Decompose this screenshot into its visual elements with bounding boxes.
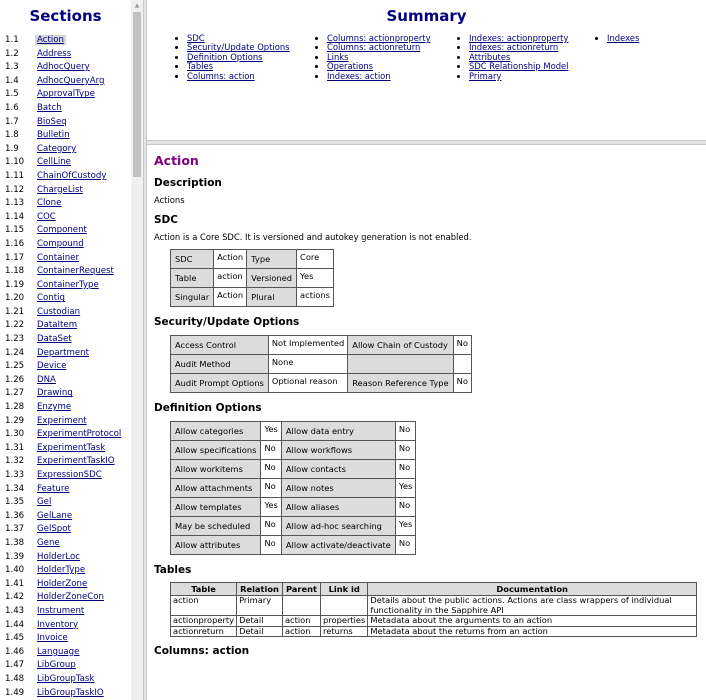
sidebar-item-number: 1.11 (5, 170, 25, 181)
table-row (171, 517, 416, 536)
table-row (171, 355, 472, 374)
sidebar-item (0, 646, 131, 660)
sidebar-item-link[interactable]: CellLine (37, 157, 71, 168)
option-value: actions (297, 288, 334, 307)
sidebar-item-link[interactable]: ExperimentTaskIO (37, 456, 115, 467)
option-label: Reason Reference Type (348, 374, 453, 393)
sidebar-item (0, 170, 131, 184)
option-label: Allow categories (171, 422, 261, 441)
sidebar-item (0, 143, 131, 157)
summary-link[interactable]: Links (327, 51, 349, 62)
option-label: Allow data entry (281, 422, 395, 441)
summary-frame (147, 0, 706, 140)
sidebar-item (0, 455, 131, 469)
option-value: No (453, 374, 471, 393)
option-label: Plural (247, 288, 297, 307)
sidebar-item-link[interactable]: DataItem (37, 320, 78, 331)
sidebar-item-number: 1.47 (5, 660, 25, 671)
sidebar-item-link[interactable]: ExpressionSDC (37, 470, 102, 480)
sidebar-item-number: 1.49 (5, 687, 25, 698)
sidebar-item-link[interactable]: Instrument (37, 605, 85, 616)
table-cell (321, 596, 368, 616)
sidebar-item-link[interactable]: Clone (37, 198, 62, 209)
sidebar-item-link[interactable]: ChainOfCustody (37, 170, 107, 181)
sidebar-item-number: 1.34 (5, 483, 25, 494)
sidebar-item-number: 1.29 (5, 415, 25, 426)
table-row (171, 250, 334, 269)
summary-link[interactable]: Indexes (607, 33, 640, 43)
description-text: Actions (154, 195, 185, 205)
sidebar-item (0, 483, 131, 497)
sidebar-item (0, 442, 131, 456)
option-value: Not Implemented (268, 336, 347, 355)
sidebar-item-link[interactable]: DNA (37, 374, 56, 385)
summary-link[interactable]: Security/Update Options (187, 42, 290, 53)
sidebar-item (0, 34, 131, 48)
definition-heading: Definition Options (154, 402, 262, 414)
sidebar-item (0, 415, 131, 429)
sidebar-item-link[interactable]: Contig (37, 293, 65, 304)
sidebar-item-number: 1.7 (5, 116, 19, 127)
sidebar-item-link[interactable]: BioSeq (37, 116, 67, 127)
option-value: Action (214, 288, 247, 307)
sidebar-item (0, 496, 131, 510)
summary-column (317, 34, 459, 81)
sidebar-item-link[interactable]: LibGroupTask (37, 673, 95, 684)
table-cell: Metadata about the arguments to an action (368, 616, 697, 627)
sidebar-item (0, 523, 131, 537)
option-label: Allow attributes (171, 536, 261, 555)
sidebar-item-link[interactable]: Drawing (37, 388, 73, 399)
option-label (348, 355, 453, 374)
security-heading: Security/Update Options (154, 316, 300, 328)
sidebar-item (0, 102, 131, 116)
sidebar-item-number: 1.20 (5, 293, 25, 304)
sidebar-item-link[interactable]: ChargeList (37, 184, 83, 195)
content-frame (147, 145, 706, 700)
sidebar-item (0, 224, 131, 238)
sections-frame (0, 0, 143, 700)
sidebar-item-number: 1.40 (5, 565, 25, 576)
sidebar-item-link[interactable]: Address (37, 48, 72, 59)
table-cell: returns (321, 626, 368, 637)
option-label: Allow Chain of Custody (348, 336, 453, 355)
option-value: No (261, 441, 281, 460)
option-value: No (261, 536, 281, 555)
sidebar-item-number: 1.10 (5, 157, 25, 168)
sidebar-item-link[interactable]: Department (37, 347, 90, 358)
summary-item (327, 72, 459, 81)
option-label: Table (171, 269, 214, 288)
sidebar-item (0, 211, 131, 225)
table-header-row (171, 583, 697, 596)
option-label: Allow attachments (171, 479, 261, 498)
sidebar-item-link[interactable]: Language (37, 646, 80, 657)
summary-link[interactable]: Definition Options (187, 51, 263, 62)
table-row (171, 460, 416, 479)
sidebar-item-link[interactable]: Bulletin (37, 130, 70, 141)
sidebar-item (0, 319, 131, 333)
column-header: Link id (321, 583, 368, 596)
option-value: Yes (297, 269, 334, 288)
summary-link[interactable]: Columns: actionreturn (327, 42, 421, 53)
tables-table (170, 582, 697, 637)
option-label: Allow workitems (171, 460, 261, 479)
sidebar-item-number: 1.12 (5, 184, 25, 195)
table-cell: action (282, 626, 320, 637)
column-header: Documentation (368, 583, 697, 596)
sidebar-item-number: 1.37 (5, 524, 25, 535)
table-row (171, 441, 416, 460)
sidebar-item-link[interactable]: ContainerType (37, 279, 99, 290)
sidebar-item (0, 591, 131, 605)
option-label: Allow aliases (281, 498, 395, 517)
table-row (171, 479, 416, 498)
table-row (171, 269, 334, 288)
sidebar-item-link[interactable]: Gel (37, 497, 52, 508)
option-value: No (395, 441, 415, 460)
sidebar-item-link[interactable]: Container (37, 252, 79, 263)
option-value: None (268, 355, 347, 374)
option-label: Allow activate/deactivate (281, 536, 395, 555)
sidebar-item (0, 279, 131, 293)
sidebar-item (0, 252, 131, 266)
sidebar-item (0, 48, 131, 62)
sidebar-item-number: 1.17 (5, 252, 25, 263)
summary-link[interactable]: Operations (327, 61, 374, 72)
summary-link[interactable]: Columns: actionproperty (327, 33, 431, 43)
sidebar-item (0, 551, 131, 565)
sdc-heading: SDC (154, 214, 178, 226)
sections-list (0, 34, 131, 700)
sidebar-item (0, 292, 131, 306)
sidebar-item (0, 632, 131, 646)
sidebar-item-link[interactable]: LibGroup (37, 660, 76, 671)
sidebar-item-number: 1.14 (5, 211, 25, 222)
sidebar-item (0, 578, 131, 592)
table-cell: action (171, 596, 237, 616)
option-label: Allow contacts (281, 460, 395, 479)
sidebar-item-number: 1.43 (5, 605, 25, 616)
column-header: Parent (282, 583, 320, 596)
option-value: No (261, 479, 281, 498)
sidebar-item-number: 1.6 (5, 102, 19, 113)
sidebar-item-number: 1.45 (5, 633, 25, 644)
sections-title: Sections (29, 7, 102, 25)
sidebar-item (0, 156, 131, 170)
sidebar-item (0, 265, 131, 279)
table-row (171, 422, 416, 441)
option-label: May be scheduled (171, 517, 261, 536)
sidebar-item-link[interactable]: COC (37, 211, 56, 222)
sidebar-item (0, 564, 131, 578)
sidebar-item-link[interactable]: HolderZone (37, 578, 88, 589)
option-value: Yes (261, 422, 281, 441)
sidebar-item-link[interactable]: Invoice (37, 633, 68, 644)
summary-link[interactable]: Indexes: actionproperty (469, 33, 569, 43)
table-cell: action (282, 616, 320, 627)
table-row (171, 288, 334, 307)
table-cell: properties (321, 616, 368, 627)
sidebar-item-number: 1.15 (5, 225, 25, 236)
summary-title: Summary (386, 7, 467, 25)
sidebar-item (0, 401, 131, 415)
sidebar-item-number: 1.33 (5, 470, 25, 480)
sidebar-item-link[interactable]: GelLane (37, 510, 73, 521)
option-value: Action (214, 250, 247, 269)
column-header: Relation (237, 583, 283, 596)
sidebar-item (0, 659, 131, 673)
sidebar-item (0, 75, 131, 89)
sidebar-item-number: 1.35 (5, 497, 25, 508)
sidebar-item-link[interactable]: AdhocQuery (37, 62, 90, 73)
sidebar-item (0, 619, 131, 633)
sidebar-item (0, 510, 131, 524)
option-label: SDC (171, 250, 214, 269)
option-label: Audit Method (171, 355, 269, 374)
sidebar-item-link[interactable]: ExperimentTask (37, 442, 106, 453)
sidebar-item-number: 1.21 (5, 306, 25, 317)
summary-link[interactable]: Primary (469, 70, 502, 81)
summary-link[interactable]: SDC Relationship Model (469, 61, 569, 72)
description-heading: Description (154, 177, 222, 189)
option-value: Yes (395, 517, 415, 536)
option-label: Allow notes (281, 479, 395, 498)
sidebar-item (0, 537, 131, 551)
sidebar-item-link[interactable]: HolderType (37, 565, 86, 576)
summary-link[interactable]: Attributes (469, 51, 511, 62)
sidebar-item-number: 1.9 (5, 143, 19, 154)
option-value: Optional reason (268, 374, 347, 393)
sidebar-item-number: 1.32 (5, 456, 25, 467)
summary-link[interactable]: Indexes: action (327, 70, 391, 81)
option-label: Type (247, 250, 297, 269)
sidebar-item-number: 1.5 (5, 89, 19, 100)
sidebar-item-number: 1.36 (5, 510, 25, 521)
sidebar-item-link[interactable]: HolderZoneCon (37, 592, 104, 603)
option-label: Audit Prompt Options (171, 374, 269, 393)
sidebar-item-number: 1.19 (5, 279, 25, 290)
sidebar-item-number: 1.39 (5, 551, 25, 562)
page-title: Action (154, 153, 199, 168)
option-value: No (395, 498, 415, 517)
sidebar-item-link[interactable]: Gene (37, 537, 60, 548)
sections-scrollbar[interactable] (131, 0, 143, 700)
sidebar-item-number: 1.27 (5, 388, 25, 399)
sidebar-item-number: 1.23 (5, 334, 25, 345)
sdc-text: Action is a Core SDC. It is versioned and autokey generation is not enabled. (154, 232, 472, 242)
summary-item (469, 72, 597, 81)
table-cell: Metadata about the returns from an action (368, 626, 697, 637)
columns-heading: Columns: action (154, 645, 250, 657)
sidebar-item-number: 1.42 (5, 592, 25, 603)
sidebar-item-link[interactable]: ExperimentProtocol (37, 429, 122, 440)
option-label: Allow specifications (171, 441, 261, 460)
definition-table (170, 421, 416, 555)
sidebar-item-number: 1.31 (5, 442, 25, 453)
sidebar-item-link[interactable]: Compound (37, 238, 84, 249)
sdc-table (170, 249, 334, 307)
sidebar-item (0, 129, 131, 143)
summary-links (147, 34, 706, 81)
sidebar-item-link[interactable]: GelSpot (37, 524, 71, 535)
table-cell: actionproperty (171, 616, 237, 627)
table-row (171, 596, 697, 616)
sidebar-item-number: 1.26 (5, 374, 25, 385)
table-cell: actionreturn (171, 626, 237, 637)
sidebar-item (0, 184, 131, 198)
sidebar-item (0, 61, 131, 75)
sidebar-item-number: 1.44 (5, 619, 25, 630)
scroll-thumb[interactable] (133, 12, 141, 177)
sidebar-item-number: 1.30 (5, 429, 25, 440)
security-table (170, 335, 472, 393)
sidebar-item (0, 116, 131, 130)
option-label: Singular (171, 288, 214, 307)
tables-heading: Tables (154, 564, 192, 576)
summary-column (177, 34, 317, 81)
option-value: No (261, 460, 281, 479)
scroll-up-arrow-icon[interactable]: ▲ (134, 2, 140, 9)
sidebar-item-link[interactable]: Enzyme (37, 402, 72, 413)
sidebar-item-number: 1.1 (5, 35, 19, 45)
sidebar-item-number: 1.48 (5, 673, 25, 684)
sidebar-item-link[interactable]: HolderLoc (37, 551, 81, 562)
sidebar-item-number: 1.2 (5, 48, 19, 59)
sidebar-item-link[interactable]: Action (37, 35, 64, 45)
summary-column (597, 34, 677, 81)
table-row (171, 336, 472, 355)
sidebar-item-number: 1.22 (5, 320, 25, 331)
sidebar-item-number: 1.46 (5, 646, 25, 657)
table-cell: Detail (237, 626, 283, 637)
sidebar-item-link[interactable]: Experiment (37, 415, 87, 426)
sidebar-item (0, 238, 131, 252)
option-label: Allow workflows (281, 441, 395, 460)
table-cell: Detail (237, 616, 283, 627)
summary-link[interactable]: Tables (187, 61, 214, 72)
summary-link[interactable]: SDC (187, 33, 205, 43)
sidebar-item-number: 1.18 (5, 266, 25, 277)
table-cell: Details about the public actions. Actions are class wrappers of individual functionality in the Sapphire API (368, 596, 697, 616)
table-row (171, 626, 697, 637)
sidebar-item-number: 1.28 (5, 402, 25, 413)
sidebar-item-link[interactable]: ContainerRequest (37, 266, 114, 277)
option-value: Yes (261, 498, 281, 517)
option-value: No (261, 517, 281, 536)
summary-link[interactable]: Columns: action (187, 70, 255, 81)
option-label: Versioned (247, 269, 297, 288)
sidebar-item (0, 469, 131, 483)
sidebar-item-link[interactable]: ApprovalType (37, 89, 95, 100)
sidebar-item-number: 1.38 (5, 537, 25, 548)
option-label: Access Control (171, 336, 269, 355)
sidebar-item-link[interactable]: Feature (37, 483, 70, 494)
table-cell: Primary (237, 596, 283, 616)
table-row (171, 616, 697, 627)
option-value: No (395, 536, 415, 555)
sidebar-item-number: 1.3 (5, 62, 19, 73)
column-header: Table (171, 583, 237, 596)
sidebar-item-number: 1.13 (5, 198, 25, 209)
table-row (171, 536, 416, 555)
sidebar-item-number: 1.41 (5, 578, 25, 589)
sidebar-item-number: 1.24 (5, 347, 25, 358)
sidebar-item (0, 306, 131, 320)
table-row (171, 374, 472, 393)
sidebar-item-number: 1.4 (5, 75, 19, 86)
sidebar-item (0, 333, 131, 347)
sidebar-item (0, 347, 131, 361)
summary-link[interactable]: Indexes: actionreturn (469, 42, 559, 53)
sidebar-item (0, 374, 131, 388)
sidebar-item-link[interactable]: Custodian (37, 306, 81, 317)
sidebar-item (0, 197, 131, 211)
sidebar-item-link[interactable]: Batch (37, 102, 62, 113)
summary-item (187, 72, 317, 81)
option-label: Allow ad-hoc searching (281, 517, 395, 536)
sidebar-item-link[interactable]: Component (37, 225, 87, 236)
sidebar-item-link[interactable]: DataSet (37, 334, 72, 345)
option-value: Yes (395, 479, 415, 498)
sidebar-item (0, 673, 131, 687)
sidebar-item (0, 387, 131, 401)
sidebar-item-link[interactable]: LibGroupTaskIO (37, 687, 104, 698)
sidebar-item (0, 687, 131, 700)
option-value (453, 355, 471, 374)
sidebar-item (0, 88, 131, 102)
sidebar-item-number: 1.25 (5, 361, 25, 372)
sidebar-item (0, 428, 131, 442)
option-value: No (453, 336, 471, 355)
sidebar-item-number: 1.8 (5, 130, 19, 141)
summary-column (459, 34, 597, 81)
sidebar-item (0, 360, 131, 374)
sidebar-item-link[interactable]: Inventory (37, 619, 79, 630)
option-value: No (395, 422, 415, 441)
option-value: Core (297, 250, 334, 269)
option-value: action (214, 269, 247, 288)
sidebar-item-number: 1.16 (5, 238, 25, 249)
option-label: Allow templates (171, 498, 261, 517)
table-row (171, 498, 416, 517)
sidebar-item-link[interactable]: AdhocQueryArg (37, 75, 105, 86)
sidebar-item-link[interactable]: Category (37, 143, 77, 154)
sidebar-item (0, 605, 131, 619)
table-cell (282, 596, 320, 616)
option-value: No (395, 460, 415, 479)
summary-item (607, 34, 677, 43)
sidebar-item-link[interactable]: Device (37, 361, 67, 372)
